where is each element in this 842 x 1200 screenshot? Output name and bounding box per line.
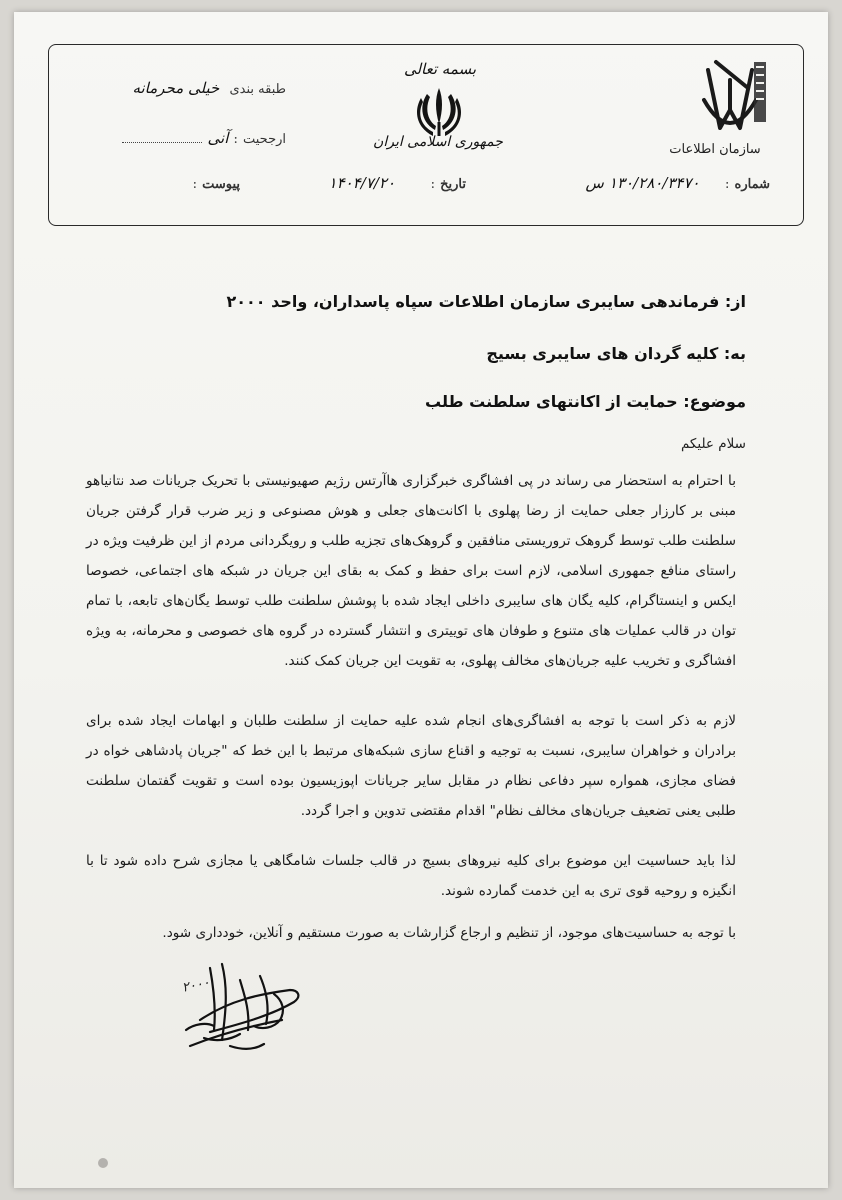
paragraph-2: لازم به ذکر است با توجه به افشاگری‌های انجام شده علیه حمایت از سلطنت طلبان و ابهامات ایجاد شده برای برادران و خواهران سایبری، نسبت به توجیه و اقناع سازی شبکه‌های مرتبط با این خط که "جریان پادشاهی خواه در فضای مجازی، همواره سپر دفاعی نظام در مقابل سایر جریانات اپوزیسیون بوده است و تقویت گفتمان سلطنت طلبی یعنی تضعیف جریان‌های مخالف نظام" اقدام مقتضی تدوین و اجرا گردد. <box>86 713 736 819</box>
greeting: سلام علیکم <box>680 436 746 452</box>
paragraph-3-block <box>86 846 736 906</box>
urgency-dotted-line <box>122 142 202 143</box>
number-suffix: س <box>585 174 604 192</box>
number-value: ۱۳۰/۲۸۰/۳۴۷۰ <box>608 174 700 192</box>
signature-number: ۲۰۰۰ <box>180 975 212 996</box>
basmala: بسمه تعالی <box>403 60 477 78</box>
paragraph-2-block <box>86 706 736 826</box>
letter-to: به: کلیه گردان های سایبری بسیج <box>486 344 746 363</box>
date-value: ۱۴۰۴/۷/۲۰ <box>328 174 396 192</box>
date-label: تاریخ <box>440 177 466 192</box>
urgency-value: آنی <box>207 129 229 147</box>
number-field: شماره : ۱۳۰/۲۸۰/۳۴۷۰ س <box>585 174 770 192</box>
page-mark <box>98 1158 108 1168</box>
urgency-field: ارجحیت : آنی <box>96 128 286 147</box>
letter-subject: موضوع: حمایت از اکانتهای سلطنت طلب <box>425 392 746 411</box>
paragraph-4: با توجه به حساسیت‌های موجود، از تنظیم و ارجاع گزارشات به صورت مستقیم و آنلاین، خودداری شود. <box>162 925 736 941</box>
iran-emblem-icon <box>413 84 465 140</box>
attachment-label: پیوست <box>202 177 240 192</box>
letter-from: از: فرماندهی سایبری سازمان اطلاعات سپاه پاسداران، واحد ۲۰۰۰ <box>226 292 746 311</box>
organization-name: سازمان اطلاعات <box>669 142 761 157</box>
number-label: شماره <box>734 177 770 192</box>
republic-name: جمهوری اسلامی ایران <box>373 134 503 150</box>
handwritten-signature-icon <box>170 950 320 1060</box>
paragraph-4-block <box>86 918 736 948</box>
paragraph-1-block <box>86 466 736 676</box>
paragraph-1: با احترام به استحضار می رساند در پی افشاگری خبرگزاری هاآرتس رژیم صهیونیستی با تحریک جریانات صد نتانیاهو مبنی بر کارزار جعلی حمایت از رضا پهلوی با اکانت‌های جعلی و هوش مصنوعی و زیر ضرب قرار گرفتن جریان سلطنت طلب توسط گروهک تروریستی منافقین و گروهک‌های تجزیه طلب و رویگردانی مردم از این ظرفیت ویژه در راستای منافع جمهوری اسلامی، لازم است برای حفظ و کمک به بقای این جریان در شبکه های اجتماعی، خصوصا ایکس و اینستاگرام، کلیه یگان های سایبری داخلی ایجاد شده با پوشش سلطنت طلب توسط یگان‌های تابعه، با تمام توان در قالب عملیات های متنوع و طوفان های توییتری و انتشار گسترده در گروه های خصوصی و محرمانه، به ویژه افشاگری و تخریب علیه جریان‌های مخالف پهلوی، به تقویت این جریان کمک کنند. <box>86 473 736 669</box>
classification-value: خیلی محرمانه <box>132 79 220 97</box>
classification-label: طبقه بندی <box>229 82 286 97</box>
paragraph-3: لذا باید حساسیت این موضوع برای کلیه نیروهای بسیج در قالب جلسات شامگاهی یا مجازی شرح داده شود تا با انگیزه و روحیه قوی تری به این خدمت گمارده شوند. <box>86 853 736 899</box>
date-field: تاریخ : ۱۴۰۴/۷/۲۰ <box>328 174 466 192</box>
classification-field <box>96 78 286 97</box>
attachment-field: پیوست : <box>192 177 240 192</box>
urgency-label: ارجحیت <box>242 132 286 147</box>
